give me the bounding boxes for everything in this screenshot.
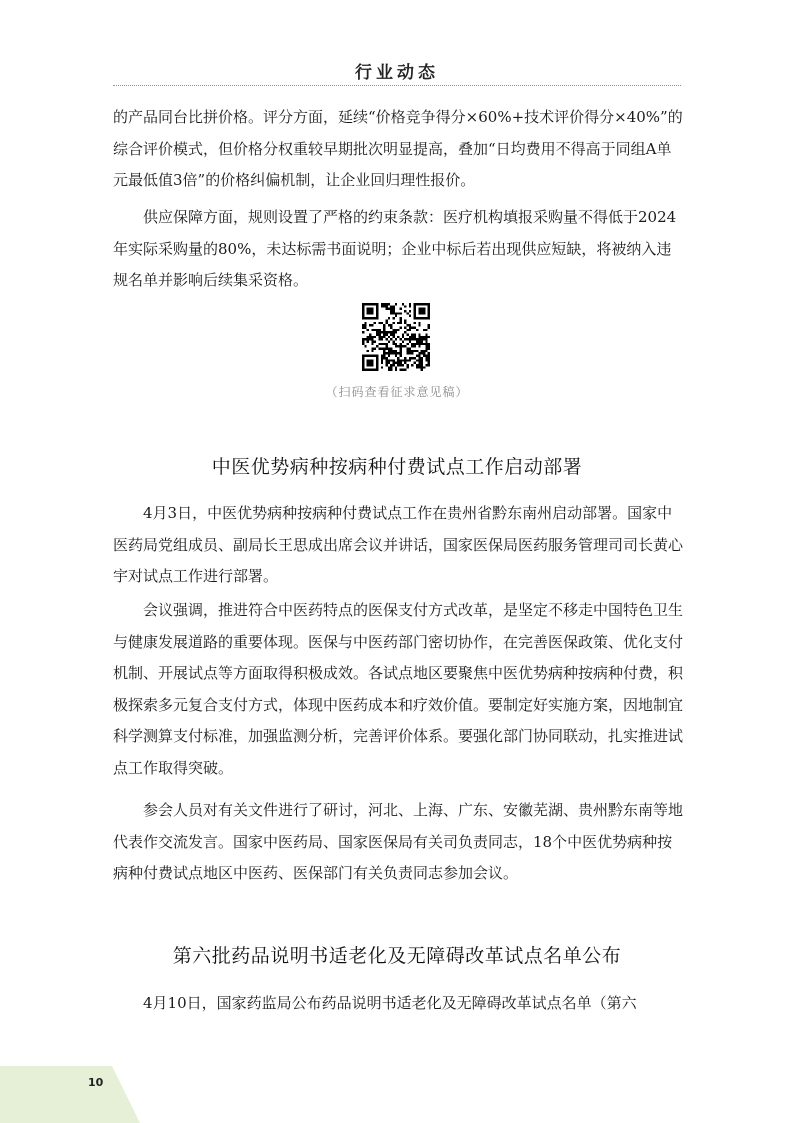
article1-paragraph-1: 的产品同台比拼价格。评分方面，延续“价格竞争得分×60%+技术评价得分×40%”的综合评价模式，但价格分权重较早期批次明显提高，叠加“日均费用不得高于同组A单元最低值3倍”的价格纠偏机制，让企业回归理性报价。 [113, 108, 683, 189]
page-number: 10 [88, 1076, 104, 1089]
qr-code-icon[interactable] [362, 303, 430, 371]
article3-paragraph-1: 4月10日，国家药监局公布药品说明书适老化及无障碍改革试点名单（第六 [143, 994, 637, 1012]
article1-paragraph-2: 供应保障方面，规则设置了严格的约束条款：医疗机构填报采购量不得低于2024年实际采购量的80%，未达标需书面说明；企业中标后若出现供应短缺，将被纳入违规名单并影响后续集采资格。 [113, 208, 677, 289]
qr-caption: （扫码查看征求意见稿） [325, 385, 469, 399]
page-header-section-name: 行业动态 [355, 63, 439, 83]
article2-paragraph-1: 4月3日，中医优势病种按病种付费试点工作在贵州省黔东南州启动部署。国家中医药局党组成员、副局长王思成出席会议并讲话，国家医保局医药服务管理司司长黄心宇对试点工作进行部署。 [113, 504, 684, 585]
page-number-tab [0, 1066, 140, 1123]
header-divider [113, 85, 681, 86]
article2-paragraph-3: 参会人员对有关文件进行了研讨，河北、上海、广东、安徽芜湖、贵州黔东南等地代表作交流发言。国家中医药局、国家医保局有关司负责同志，18个中医优势病种按病种付费试点地区中医药、医保部门有关负责同志参加会议。 [113, 801, 684, 882]
article2-title: 中医优势病种按病种付费试点工作启动部署 [211, 456, 583, 478]
article2-paragraph-2: 会议强调，推进符合中医药特点的医保支付方式改革，是坚定不移走中国特色卫生与健康发展道路的重要体现。医保与中医药部门密切协作，在完善医保政策、优化支付机制、开展试点等方面取得积极成效。各试点地区要聚焦中医优势病种按病种付费，积极探索多元复合支付方式，体现中医药成本和疗效价值。要制定好实施方案，因地制宜科学测算支付标准，加强监测分析，完善评价体系。要强化部门协同联动，扎实推进试点工作取得突破。 [113, 601, 684, 777]
article3-title: 第六批药品说明书适老化及无障碍改革试点名单公布 [172, 945, 622, 967]
